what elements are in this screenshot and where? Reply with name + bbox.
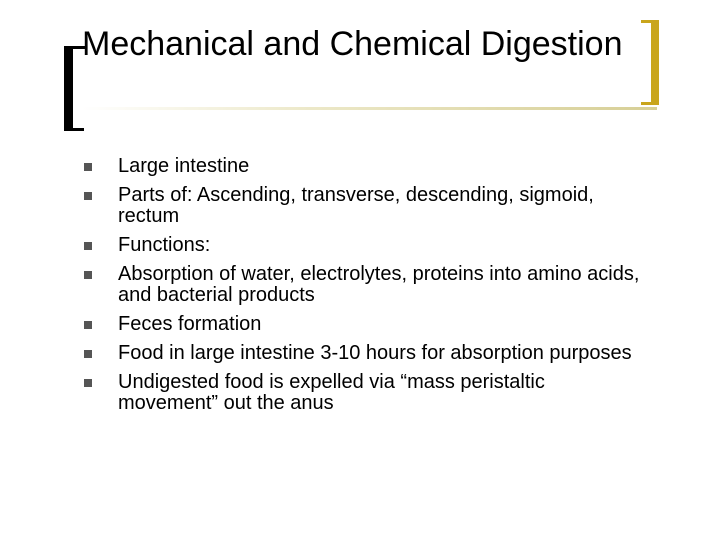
left-bracket-bottom-decoration (64, 128, 84, 131)
square-bullet-icon (84, 163, 92, 171)
square-bullet-icon (84, 350, 92, 358)
right-bracket-decoration (651, 20, 659, 105)
right-bracket-top-decoration (641, 20, 659, 23)
bullet-text: Food in large intestine 3-10 hours for absorption purposes (118, 342, 632, 364)
bullet-text: Large intestine (118, 155, 250, 177)
bullet-item (84, 343, 644, 364)
bullet-item (84, 235, 644, 256)
bullet-item (84, 185, 644, 227)
title-underline-rule (82, 107, 657, 110)
right-bracket-bottom-decoration (641, 102, 659, 105)
bullet-item (84, 264, 644, 306)
bullet-text: Feces formation (118, 313, 262, 335)
square-bullet-icon (84, 321, 92, 329)
left-bracket-decoration (64, 46, 73, 131)
slide-title: Mechanical and Chemical Digestion (82, 25, 623, 63)
square-bullet-icon (84, 192, 92, 200)
bullet-text: Undigested food is expelled via “mass peristaltic movement” out the anus (118, 371, 545, 414)
bullet-text: Parts of: Ascending, transverse, descending, sigmoid, rectum (118, 184, 594, 227)
square-bullet-icon (84, 379, 92, 387)
bullet-item (84, 314, 644, 335)
square-bullet-icon (84, 271, 92, 279)
bullet-text: Functions: (118, 234, 211, 256)
bullet-text: Absorption of water, electrolytes, proteins into amino acids, and bacterial products (118, 263, 640, 306)
square-bullet-icon (84, 242, 92, 250)
bullet-list (84, 156, 644, 422)
bullet-item (84, 156, 644, 177)
bullet-item (84, 372, 644, 414)
